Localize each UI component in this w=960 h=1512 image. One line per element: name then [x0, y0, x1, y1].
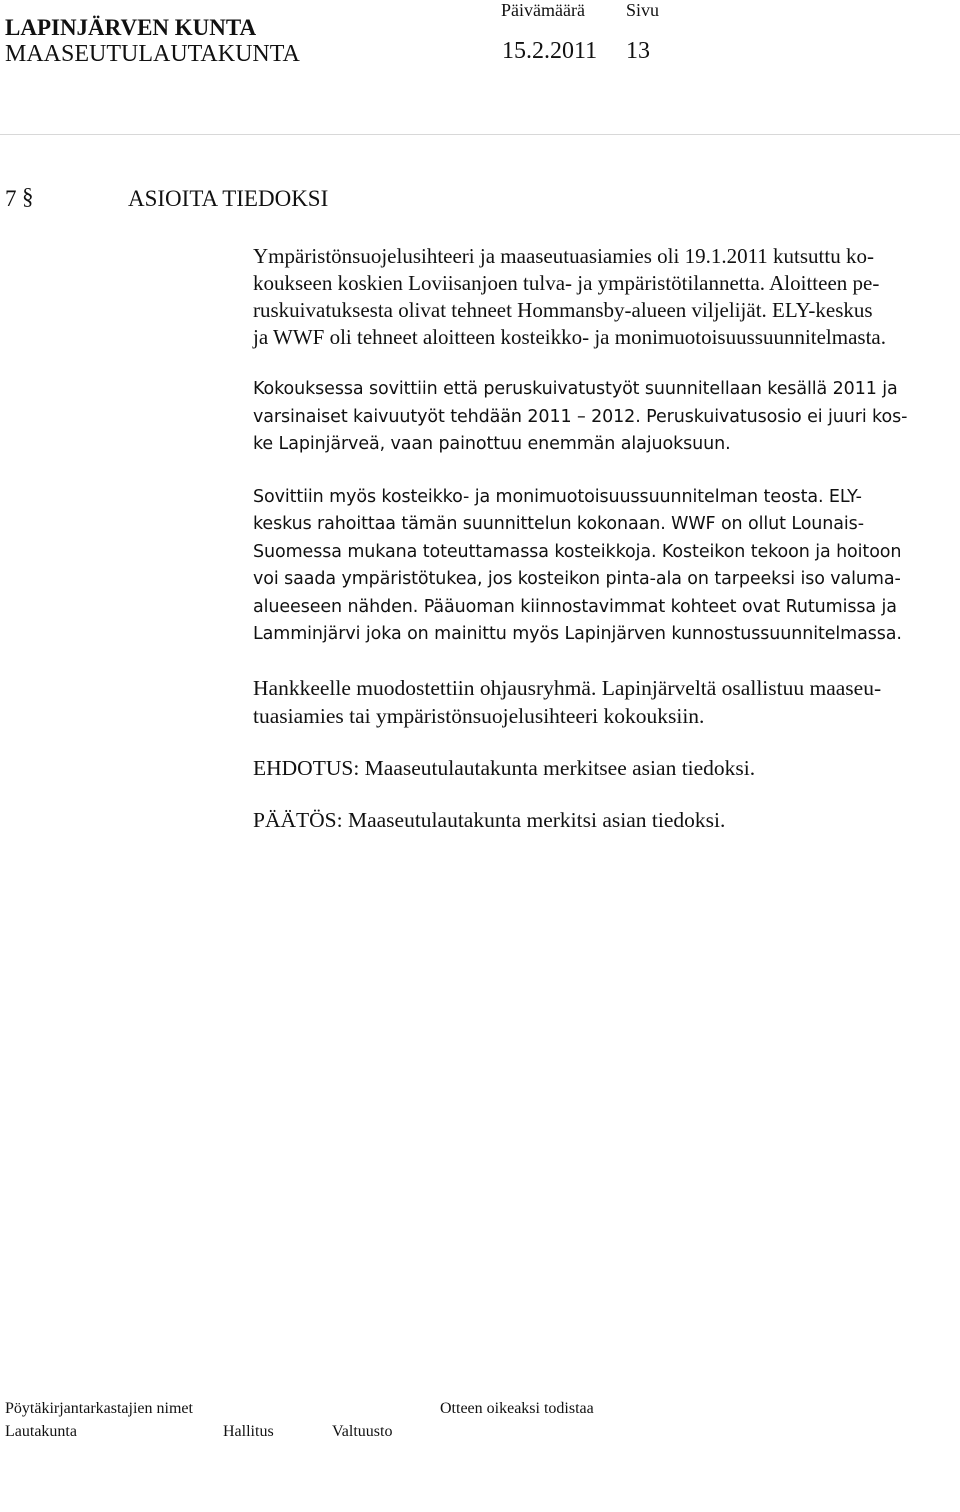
- text-line: Kokouksessa sovittiin että peruskuivatustyöt suunnitellaan kesällä 2011 ja: [253, 379, 898, 399]
- text-line: ja WWF oli tehneet aloitteen kosteikko- ja monimuotoisuussuunnitelmasta.: [253, 325, 887, 349]
- text-line: PÄÄTÖS: Maaseutulautakunta merkitsi asian tiedoksi.: [253, 807, 726, 832]
- certify-label: Otteen oikeaksi todistaa: [440, 1400, 594, 1417]
- section-number: 7: [5, 186, 17, 211]
- text-line: varsinaiset kaivuutyöt tehdään 2011 – 2012. Peruskuivatusosio ei juuri kos-: [253, 406, 908, 427]
- text-line: keskus rahoittaa tämän suunnittelun kokonaan. WWF on ollut Lounais-: [253, 514, 864, 534]
- text-line: EHDOTUS: Maaseutulautakunta merkitsee asian tiedoksi.: [253, 755, 756, 780]
- paragraph-meeting-invite: [253, 243, 953, 351]
- section-symbol: §: [22, 184, 34, 209]
- date-value: 15.2.2011: [502, 38, 598, 64]
- text-line: voi saada ympäristötukea, jos kosteikon pinta-ala on tarpeeksi iso valuma-: [253, 569, 901, 589]
- signature-footer: [5, 1400, 955, 1512]
- page-number: 13: [626, 38, 650, 64]
- organization-name: LAPINJÄRVEN KUNTA: [5, 15, 257, 40]
- text-line: koukseen koskien Loviisanjoen tulva- ja ympäristötilannetta. Aloitteen pe-: [253, 271, 880, 295]
- text-line: ruskuivatuksesta olivat tehneet Hommansby-alueen viljelijät. ELY-keskus: [253, 298, 873, 322]
- date-label: Päivämäärä: [501, 0, 585, 20]
- section-title: ASIOITA TIEDOKSI: [128, 186, 329, 211]
- text-line: Sovittiin myös kosteikko- ja monimuotoisuussuunnitelman teosta. ELY-: [253, 486, 862, 507]
- footer-column-board: Hallitus: [223, 1423, 274, 1440]
- text-line: tuasiamies tai ympäristönsuojelusihteeri kokouksiin.: [253, 703, 705, 728]
- paragraph-drainage-plan: [253, 376, 953, 459]
- page-label: Sivu: [626, 0, 660, 20]
- text-line: alueeseen nähden. Pääuoman kiinnostavimmat kohteet ovat Rutumissa ja: [253, 596, 897, 617]
- text-line: Suomessa mukana toteuttamassa kosteikkoja. Kosteikon tekoon ja hoitoon: [253, 541, 902, 562]
- footer-column-committee: Lautakunta: [5, 1423, 77, 1440]
- document-header: [5, 14, 300, 68]
- document-body: [253, 243, 953, 859]
- paragraph-decision: [253, 807, 953, 834]
- text-line: Ympäristönsuojelusihteeri ja maaseutuasiamies oli 19.1.2011 kutsuttu ko-: [253, 244, 874, 268]
- department-name: MAASEUTULAUTAKUNTA: [5, 41, 300, 67]
- paragraph-steering-group: [253, 674, 953, 730]
- text-line: Hankkeelle muodostettiin ohjausryhmä. Lapinjärveltä osallistuu maaseu-: [253, 675, 882, 700]
- header-divider: [0, 134, 960, 135]
- footer-column-council: Valtuusto: [332, 1423, 393, 1440]
- checkers-label: Pöytäkirjantarkastajien nimet: [5, 1400, 193, 1417]
- paragraph-wetland-plan: [253, 484, 953, 649]
- text-line: Lamminjärvi joka on mainittu myös Lapinjärven kunnostussuunnitelmassa.: [253, 624, 902, 644]
- text-line: ke Lapinjärveä, vaan painottuu enemmän alajuoksuun.: [253, 434, 731, 454]
- paragraph-proposal: [253, 755, 953, 782]
